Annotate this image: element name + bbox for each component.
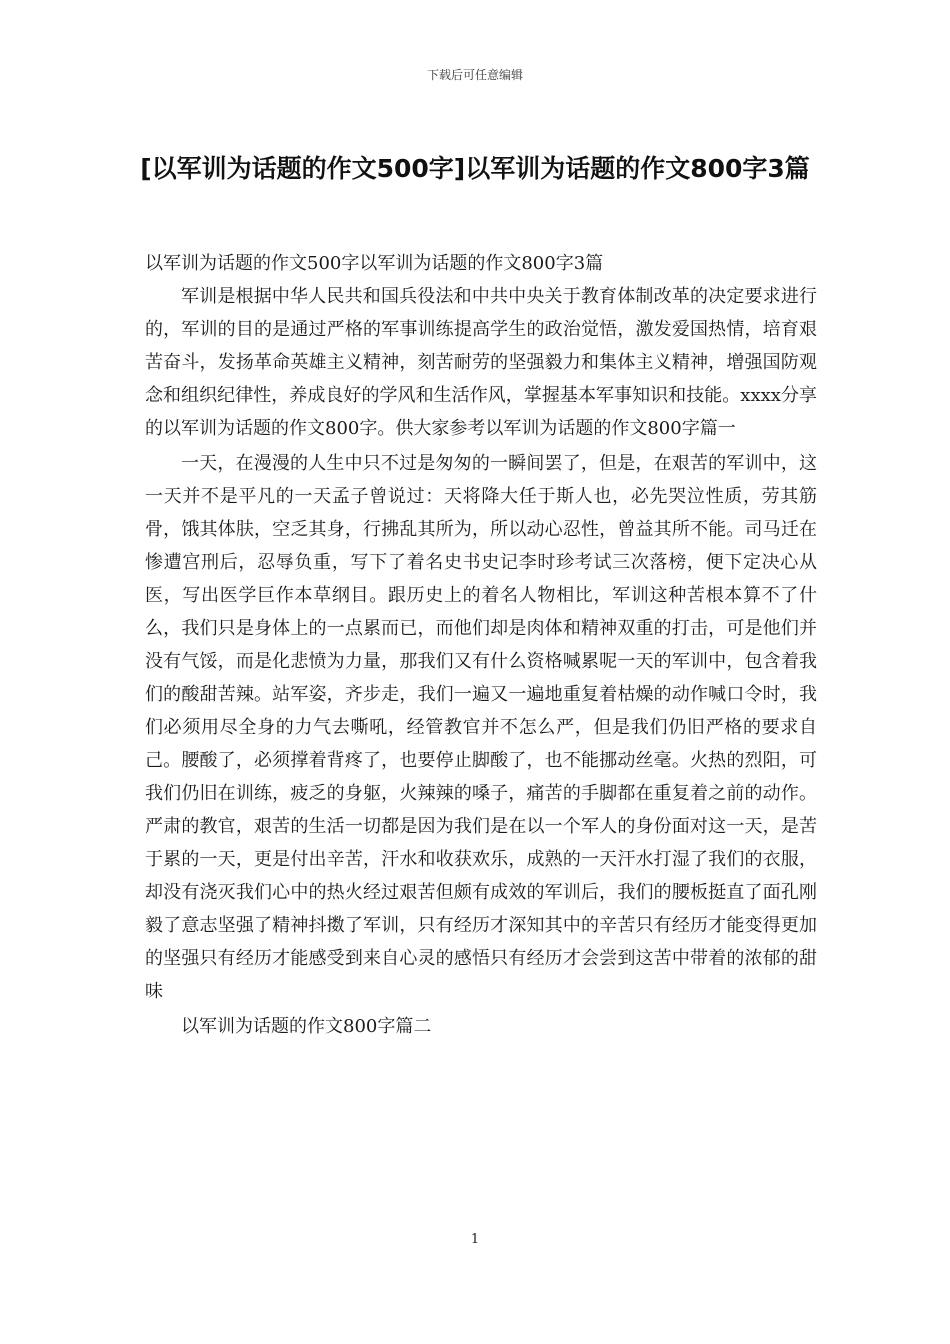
paragraph-essay-one: 一天，在漫漫的人生中只不过是匆匆的一瞬间罢了，但是，在艰苦的军训中，这一天并不是平凡的一天孟子曾说过：天将降大任于斯人也，必先哭泣性质，劳其筋骨，饿其体肤，空乏其身，行拂乱其所为，所以动心忍性，曾益其所不能。司马迁在惨遭宫刑后，忍辱负重，写下了着名史书史记李时珍考试三次落榜，便下定决心从医，写出医学巨作本草纲目。跟历史上的着名人物相比，军训这种苦根本算不了什么，我们只是身体上的一点累而已，而他们却是肉体和精神双重的打击，可是他们并没有气馁，而是化悲愤为力量，那我们又有什么资格喊累呢一天的军训中，包含着我们的酸甜苦辣。站军姿，齐步走，我们一遍又一遍地重复着枯燥的动作喊口令时，我们必须用尽全身的力气去嘶吼，经管教官并不怎么严，但是我们仍旧严格的要求自己。腰酸了，必须撑着背疼了，也要停止脚酸了，也不能挪动丝毫。火热的烈阳，可我们仍旧在训练，疲乏的身躯，火辣辣的嗓子，痛苦的手脚都在重复着之前的动作。严肃的教官，艰苦的生活一切都是因为我们是在以一个军人的身份面对这一天，是苦于累的一天，更是付出辛苦，汗水和收获欢乐，成熟的一天汗水打湿了我们的衣服，却没有浇灭我们心中的热火经过艰苦但颇有成效的军训后，我们的腰板挺直了面孔刚毅了意志坚强了精神抖擞了军训，只有经历才深知其中的辛苦只有经历才能变得更加的坚强只有经历才能感受到来自心灵的感悟只有经历才会尝到这苦中带着的浓郁的甜味 (145, 453, 817, 1002)
page-number: 1 (470, 1232, 480, 1247)
header-note: 下载后可任意编辑 (426, 68, 523, 82)
subtitle-line: 以军训为话题的作文500字以军训为话题的作文800字3篇 (145, 253, 604, 274)
paragraph-intro: 军训是根据中华人民共和国兵役法和中共中央关于教育体制改革的决定要求进行的，军训的目的是通过严格的军事训练提高学生的政治觉悟，激发爱国热情，培育艰苦奋斗，发扬革命英雄主义精神，刻苦耐劳的坚强毅力和集体主义精神，增强国防观念和组织纪律性，养成良好的学风和生活作风，掌握基本军事知识和技能。xxxx分享的以军训为话题的作文800字。供大家参考以军训为话题的作文800字篇一 (145, 286, 817, 439)
document-title: [以军训为话题的作文500字]以军训为话题的作文800字3篇 (140, 154, 810, 183)
section-heading-essay-two: 以军训为话题的作文800字篇二 (181, 1016, 432, 1037)
document-body (145, 247, 817, 1043)
